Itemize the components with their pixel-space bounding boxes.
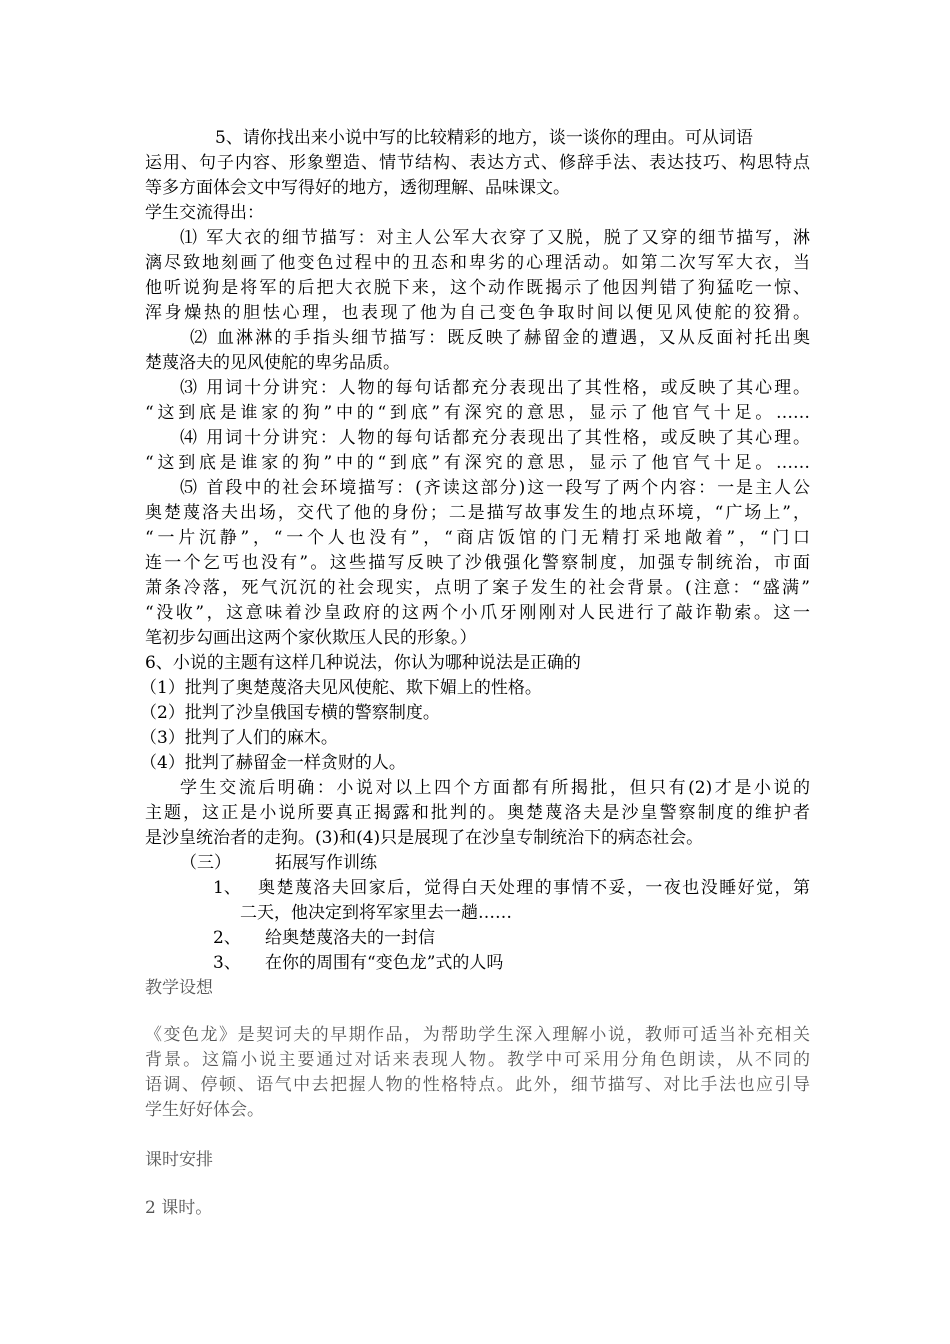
- writing-task-text: 给奥楚蔑洛夫的一封信: [265, 928, 435, 948]
- item3-line: “这到底是谁家的狗”中的“到底”有深究的意思，显示了他官气十足。……: [145, 403, 810, 423]
- item5-line: ⑸ 首段中的社会环境描写：(齐读这部分)这一段写了两个内容：一是主人公: [180, 478, 810, 498]
- design-line: 背景。这篇小说主要通过对话来表现人物。教学中可采用分角色朗读，从不同的: [145, 1050, 810, 1070]
- writing-heading-number: （三）: [180, 853, 231, 873]
- exchange-heading: 学生交流得出：: [145, 203, 264, 223]
- writing-task-number: 2、: [213, 928, 241, 948]
- schedule-heading: 课时安排: [145, 1150, 213, 1170]
- writing-task-number: 3、: [213, 953, 241, 973]
- section6-option: （4）批判了赫留金一样贪财的人。: [140, 753, 406, 773]
- item1-line: 他听说狗是将军的后把大衣脱下来，这个动作既揭示了他因判错了狗猛吃一惊、: [145, 278, 810, 298]
- item1-line: ⑴ 军大衣的细节描写：对主人公军大衣穿了又脱，脱了又穿的细节描写，淋: [180, 228, 810, 248]
- design-heading: 教学设想: [145, 978, 213, 998]
- section6-conclusion-line: 主题，这正是小说所要真正揭露和批判的。奥楚蔑洛夫是沙皇警察制度的维护者: [145, 803, 810, 823]
- writing-heading-text: 拓展写作训练: [275, 853, 377, 873]
- item5-line: “没收”，这意味着沙皇政府的这两个小爪牙刚刚对人民进行了敲诈勒索。这一: [145, 603, 810, 623]
- item5-line: 连一个乞丐也没有”。这些描写反映了沙俄强化警察制度，加强专制统治，市面: [145, 553, 810, 573]
- section5-line: 5、请你找出来小说中写的比较精彩的地方，谈一谈你的理由。可从词语: [215, 128, 753, 148]
- item5-line: 奥楚蔑洛夫出场，交代了他的身份；二是描写故事发生的地点环境，“广场上”，: [145, 503, 810, 523]
- item4-line: “这到底是谁家的狗”中的“到底”有深究的意思，显示了他官气十足。……: [145, 453, 810, 473]
- section6-conclusion-line: 是沙皇统治者的走狗。(3)和(4)只是展现了在沙皇专制统治下的病态社会。: [145, 828, 704, 848]
- writing-task-number: 1、: [213, 878, 241, 898]
- section5-line: 运用、句子内容、形象塑造、情节结构、表达方式、修辞手法、表达技巧、构思特点: [145, 153, 810, 173]
- item1-line: 浑身燥热的胆怯心理，也表现了他为自己变色争取时间以便见风使舵的狡猾。: [145, 303, 810, 323]
- item1-line: 漓尽致地刻画了他变色过程中的丑态和卑劣的心理活动。如第二次写军大衣，当: [145, 253, 810, 273]
- writing-task-text: 奥楚蔑洛夫回家后，觉得白天处理的事情不妥，一夜也没睡好觉，第: [258, 878, 810, 898]
- section6-option: （3）批判了人们的麻木。: [140, 728, 338, 748]
- section6-question: 6、小说的主题有这样几种说法，你认为哪种说法是正确的: [145, 653, 581, 673]
- item5-line: “一片沉静”，“一个人也没有”，“商店饭馆的门无精打采地敞着”，“门口: [145, 528, 810, 548]
- item3-line: ⑶ 用词十分讲究：人物的每句话都充分表现出了其性格，或反映了其心理。: [180, 378, 810, 398]
- design-line: 语调、停顿、语气中去把握人物的性格特点。此外，细节描写、对比手法也应引导: [145, 1075, 810, 1095]
- section6-conclusion-line: 学生交流后明确：小说对以上四个方面都有所揭批，但只有(2)才是小说的: [180, 778, 810, 798]
- item4-line: ⑷ 用词十分讲究：人物的每句话都充分表现出了其性格，或反映了其心理。: [180, 428, 810, 448]
- item5-line: 萧条冷落，死气沉沉的社会现实，点明了案子发生的社会背景。(注意：“盛满”: [145, 578, 810, 598]
- item5-line: 笔初步勾画出这两个家伙欺压人民的形象。）: [145, 628, 477, 648]
- section5-line: 等多方面体会文中写得好的地方，透彻理解、品味课文。: [145, 178, 570, 198]
- design-line: 《变色龙》是契诃夫的早期作品，为帮助学生深入理解小说，教师可适当补充相关: [145, 1025, 810, 1045]
- item2-line: ⑵ 血淋淋的手指头细节描写：既反映了赫留金的遭遇，又从反面衬托出奥: [190, 328, 810, 348]
- design-line: 学生好好体会。: [145, 1100, 264, 1120]
- writing-task-text: 在你的周围有“变色龙”式的人吗: [265, 953, 504, 973]
- writing-task-text: 二天，他决定到将军家里去一趟……: [240, 903, 512, 923]
- item2-line: 楚蔑洛夫的见风使舵的卑劣品质。: [145, 353, 400, 373]
- section6-option: （1）批判了奥楚蔑洛夫见风使舵、欺下媚上的性格。: [140, 678, 542, 698]
- schedule-value: 2 课时。: [145, 1198, 213, 1218]
- section6-option: （2）批判了沙皇俄国专横的警察制度。: [140, 703, 440, 723]
